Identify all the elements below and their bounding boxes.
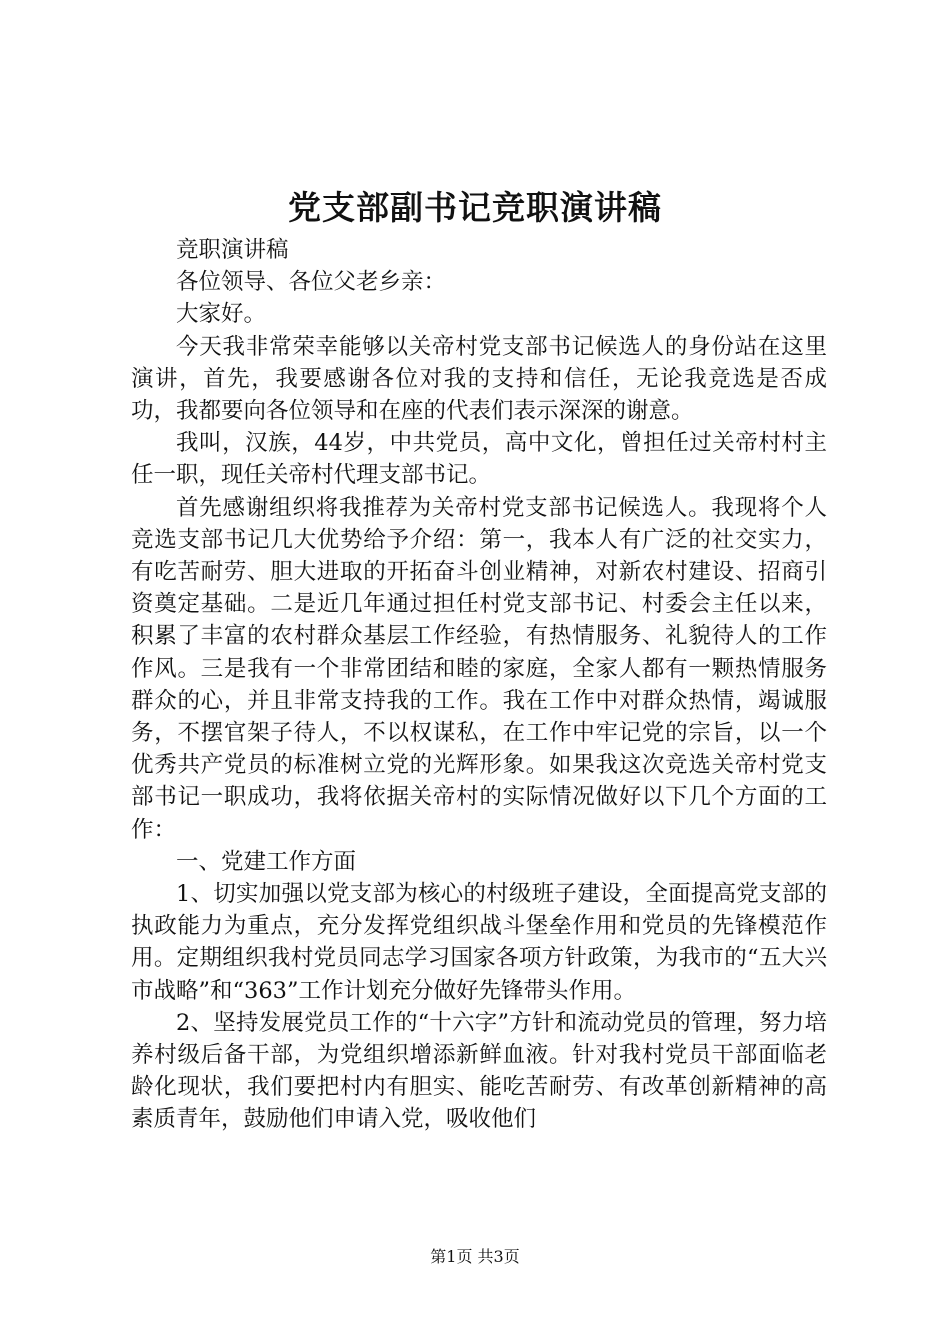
paragraph-self-introduction: 我叫，汉族，44岁，中共党员，高中文化，曾担任过关帝村村主任一职，现任关帝村代理支部书记。	[131, 430, 827, 489]
document-title: 党支部副书记竞职演讲稿	[288, 188, 662, 227]
paragraph-intro: 今天我非常荣幸能够以关帝村党支部书记候选人的身份站在这里演讲，首先，我要感谢各位对我的支持和信任，无论我竞选是否成功，我都要向各位领导和在座的代表们表示深深的谢意。	[131, 333, 827, 425]
page-number-footer: 第1页 共3页	[430, 1247, 520, 1266]
paragraph-heading-label: 竞职演讲稿	[176, 237, 289, 263]
paragraph-greeting: 大家好。	[176, 301, 267, 328]
document-body	[131, 234, 827, 1136]
section-heading-party-building: 一、党建工作方面	[176, 848, 357, 875]
paragraph-item-2: 2、坚持发展党员工作的“十六字”方针和流动党员的管理，努力培养村级后备干部，为党组织增添新鲜血液。针对我村党员干部面临老龄化现状，我们要把村内有胆实、能吃苦耐劳、有改革创新精神的高素质青年，鼓励他们申请入党，吸收他们	[131, 1009, 827, 1133]
paragraph-item-1: 1、切实加强以党支部为核心的村级班子建设，全面提高党支部的执政能力为重点，充分发挥党组织战斗堡垒作用和党员的先锋模范作用。定期组织我村党员同志学习国家各项方针政策，为我市的“五大兴市战略”和“363”工作计划充分做好先锋带头作用。	[131, 881, 827, 1004]
paragraph-advantages: 首先感谢组织将我推荐为关帝村党支部书记候选人。我现将个人竞选支部书记几大优势给予介绍：第一，我本人有广泛的社交实力，有吃苦耐劳、胆大进取的开拓奋斗创业精神，对新农村建设、招商引资奠定基础。二是近几年通过担任村党支部书记、村委会主任以来，积累了丰富的农村群众基层工作经验，有热情服务、礼貌待人的工作作风。三是我有一个非常团结和睦的家庭，全家人都有一颗热情服务群众的心，并且非常支持我的工作。我在工作中对群众热情，竭诚服务，不摆官架子待人，不以权谋私，在工作中牢记党的宗旨，以一个优秀共产党员的标准树立党的光辉形象。如果我这次竞选关帝村党支部书记一职成功，我将依据关帝村的实际情况做好以下几个方面的工作：	[131, 494, 827, 843]
paragraph-salutation: 各位领导、各位父老乡亲：	[176, 269, 447, 296]
